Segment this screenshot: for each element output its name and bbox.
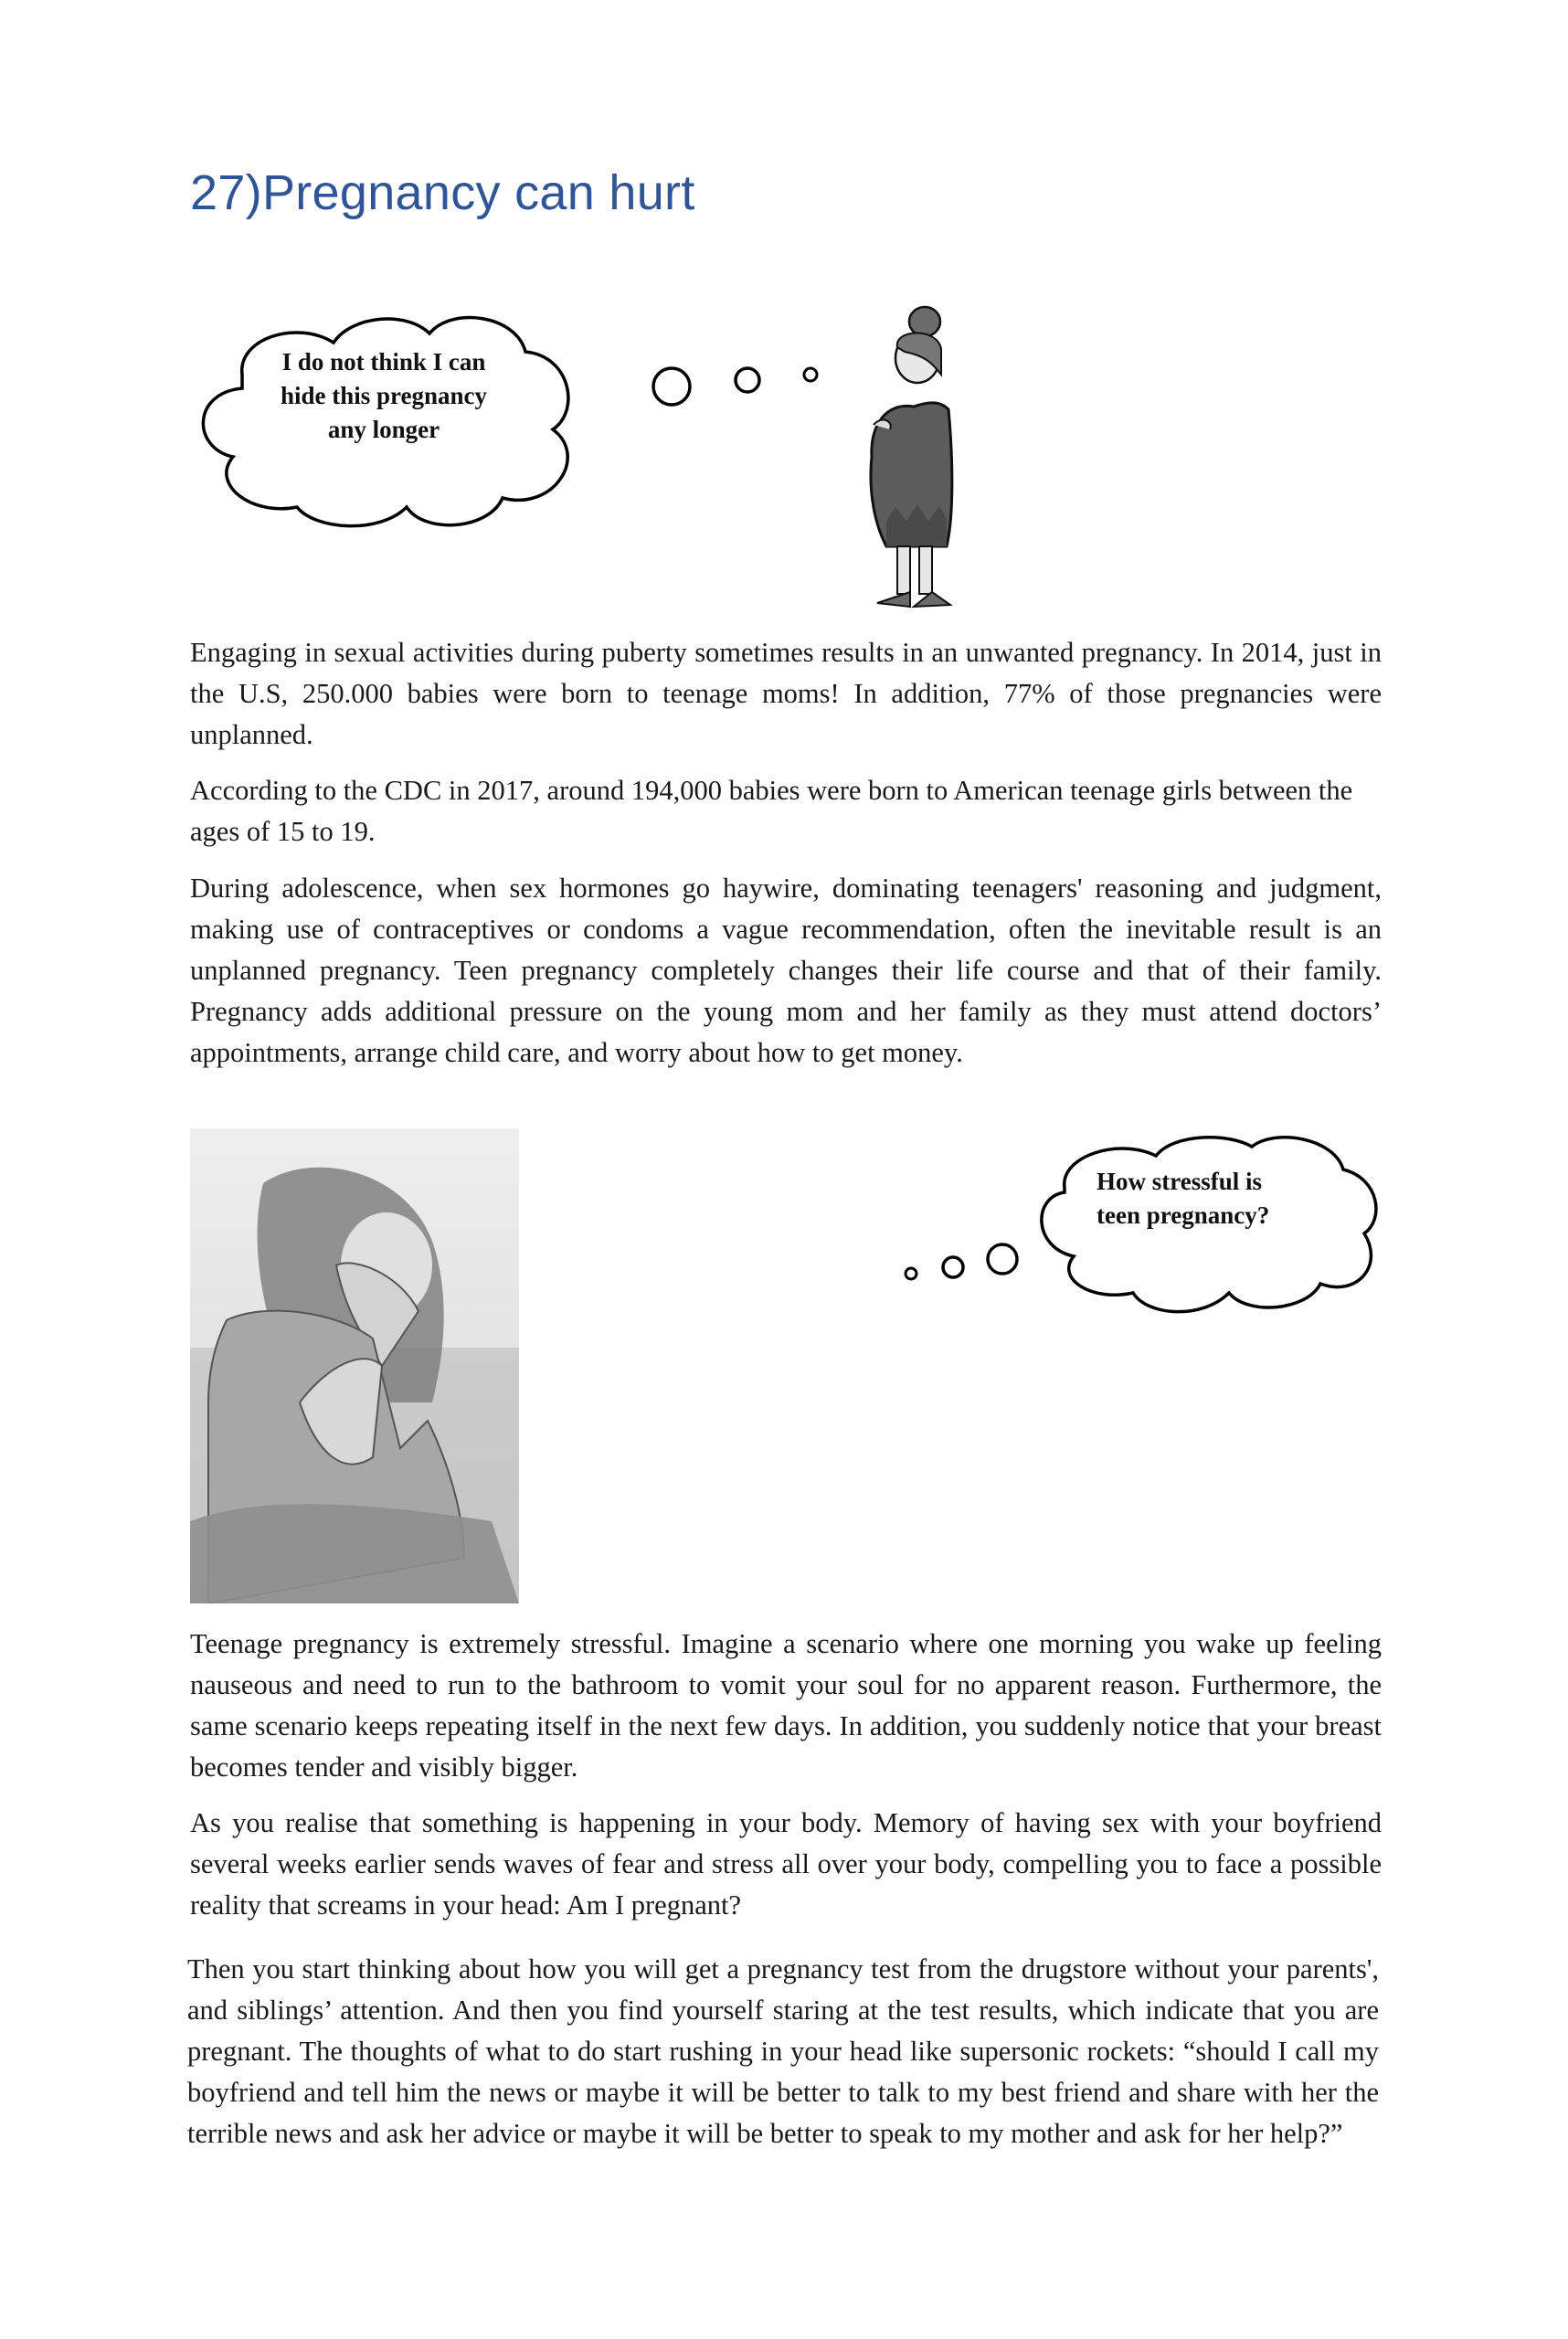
thought-line: I do not think I can xyxy=(281,348,486,376)
thought-line: hide this pregnancy xyxy=(280,382,488,409)
page-title: 27)Pregnancy can hurt xyxy=(190,165,695,220)
paragraph-realisation: As you realise that something is happening in your body. Memory of having sex with your boyfriend several weeks earlier sends waves of fear and stress all over your body, compelling you to face a possible reality that screams in your head: Am I pregnant? xyxy=(190,1807,1382,1921)
paragraph-test-results: Then you start thinking about how you will get a pregnancy test from the drugstore without your parents', and siblings’ attention. And then you find yourself staring at the test results, which indicate that you are pregnant. The thoughts of what to do start rushing in your head like supersonic rockets: “should I call my boyfriend and tell him the news or maybe it will be better to talk to my best friend and share with her the terrible news and ask her advice or maybe it will be better to speak to my mother and ask for her help?” xyxy=(187,1953,1379,2149)
girl-covering-face-icon xyxy=(190,1128,519,1603)
pregnant-woman-icon xyxy=(850,302,978,612)
paragraph-cdc-statistic: According to the CDC in 2017, around 194,000 babies were born to American teenage girls between the ages of 15 to 19. xyxy=(190,775,1353,847)
thought-bubbles-icon xyxy=(900,1243,1019,1297)
crying-girl-image xyxy=(190,1128,519,1603)
paragraph-adolescence: During adolescence, when sex hormones go haywire, dominating teenagers' reasoning and judgment, making use of contraceptives or condoms a vague recommendation, often the inevitable result is an unplanned pregnancy. Teen pregnancy completely changes their life course and that of their family. Pregnancy adds additional pressure on the young mom and her family as they must attend doctors’ appointments, arrange child care, and worry about how to get money. xyxy=(190,873,1382,1068)
paragraph-intro: Engaging in sexual activities during puberty sometimes results in an unwanted pregnancy. In 2014, just in the U.S, 250.000 babies were born to teenage moms! In addition, 77% of those pregnancies were unplanned. xyxy=(190,637,1382,750)
thought-line: any longer xyxy=(327,416,440,443)
thought-line: How stressful is xyxy=(1097,1168,1263,1195)
paragraph-stress-scenario: Teenage pregnancy is extremely stressful. Imagine a scenario where one morning you wake up feeling nauseous and need to run to the bathroom to vomit your soul for no apparent reason. Furthermore, the same scenario keeps repeating itself in the next few days. In addition, you suddenly notice that your breast becomes tender and visibly bigger. xyxy=(190,1628,1382,1783)
thought-cloud-top xyxy=(187,302,621,539)
thought-bubbles-icon xyxy=(640,347,841,420)
thought-cloud-mid xyxy=(1019,1128,1384,1320)
thought-line: teen pregnancy? xyxy=(1097,1201,1270,1229)
